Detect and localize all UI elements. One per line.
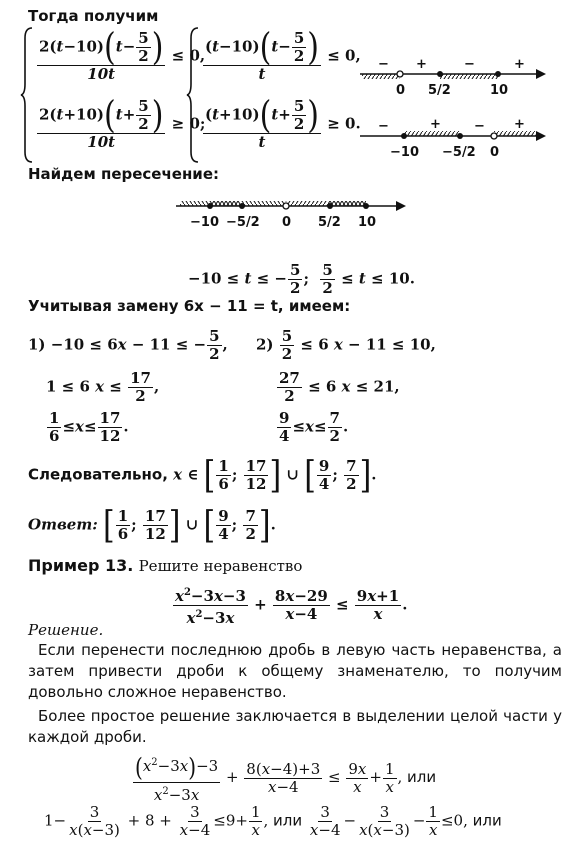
axis2-sign-1: − [378,119,389,134]
axis3-point-m5-2 [239,203,245,209]
paragraph-1: Если перенести последнюю дробь в левую часть неравенства, а затем привести дроби к общему знаменателю, то получим довольно сложное неравенство. [28,641,562,701]
axis1-label-0: 0 [396,83,406,98]
axis3-label-0: 0 [282,215,292,230]
result-line: −10 ≤ t ≤ − $\frac{5}{2}$ ; $\frac{5}{2}$ ≤ t ≤ 10. [188,261,415,297]
therefore-line: Следовательно, x ∈ [ $\frac{1}{6}$ ; $\frac{17}{12}$ ] ∪ [ $\frac{9}{4}$ ; $\frac{7}{2}$ ]. [28,453,377,497]
case2-line1: 2) $\frac{5}{2}$ ≤ 6 x − 11 ≤ 10, [256,327,436,363]
substitution-text [28,296,350,316]
inequality-system-2: (t−10)(t− $\frac{5}{2}$ ) t ≤ 0, (t+10)(t+ $\frac{5}{2}$ ) t ≥ 0. [186,26,346,164]
axis1-sign-2: + [416,57,427,72]
example-inequality: $\frac{x^2-3x-3}{x^2-3x}$ + $\frac{8x-29}{x-4}$ ≤ $\frac{9x+1}{x}$ . [172,584,407,627]
axis1-sign-4: + [514,57,525,72]
case1-line3: $\frac{1}{6}$ ≤x≤ $\frac{17}{12}$ . [49,409,129,445]
axis1-sign-1: − [378,57,389,72]
case2-line3: $\frac{9}{4}$ ≤x≤ $\frac{7}{2}$ . [279,409,349,445]
intro-text: Тогда получим [28,7,159,25]
system-brace-1 [20,26,34,164]
axis1-label-10: 10 [490,83,509,98]
axis2-label-m10: −10 [390,145,419,160]
number-axis-1 [358,52,548,100]
axis2-point-m10 [401,133,407,139]
equation-1: $\frac{(x^2-3x)-3}{x^2-3x}$ + $\frac{8(x-4)+3}{x-4}$ ≤ $\frac{9x}{x}$ + $\frac{1}{x}$ , или [135,752,437,804]
case2-line2: $\frac{27}{2}$ ≤ 6 x ≤ 21, [279,369,400,405]
axis1-sign-3: − [464,57,475,72]
system-brace-2 [186,26,200,164]
paragraph-2: Более простое решение заключается в выделении целой части у каждой дроби. [28,707,562,746]
axis3-point-10 [363,203,369,209]
find-intersection-text: Найдем пересечение: [28,165,219,183]
axis3-point-m10 [207,203,213,209]
answer-line: Ответ: [ $\frac{1}{6}$ ; $\frac{17}{12}$ ] ∪ [ $\frac{9}{4}$ ; $\frac{7}{2}$ ]. [28,503,276,547]
number-axis-3 [172,192,412,236]
axis3-label-10: 10 [358,215,377,230]
axis1-point-0 [397,71,403,77]
axis1-label-5-2: 5/2 [428,83,451,98]
axis3-point-0 [283,203,289,209]
example-heading [28,556,302,576]
axis2-point-m5-2 [457,133,463,139]
axis3-label-5-2: 5/2 [318,215,341,230]
axis2-sign-3: − [474,119,485,134]
example-title: Пример 13. [28,556,134,575]
axis2-sign-4: + [514,117,525,132]
substitution-data: Учитывая замену 6x − 11 = t, имеем: [28,297,351,315]
axis3-point-5-2 [327,203,333,209]
axis2-arrow [536,131,546,141]
axis3-label-m5-2: −5/2 [226,215,260,230]
axis3-arrow [396,201,406,211]
case1-line1: 1) −10 ≤ 6x − 11 ≤ − $\frac{5}{2}$ , [28,327,228,363]
answer-label: Ответ: [28,515,98,534]
number-axis-2 [358,114,548,162]
axis3-label-m10: −10 [190,215,219,230]
axis2-point-0 [491,133,497,139]
axis2-sign-2: + [430,117,441,132]
axis1-arrow [536,69,546,79]
case1-line2: 1 ≤ 6 x ≤ $\frac{17}{2}$ , [46,369,160,405]
axis2-label-0: 0 [490,145,500,160]
axis1-point-5-2 [437,71,443,77]
inequality-system-1: 2(t−10)(t− $\frac{5}{2}$ ) 10t ≤ 0, 2(t+10)(t+ $\frac{5}{2}$ ) 10t ≥ 0; [20,26,190,164]
solution-label: Решение. [28,621,104,639]
axis1-point-10 [495,71,501,77]
example-task: Решите неравенство [138,557,303,575]
axis2-label-m5-2: −5/2 [442,145,476,160]
equation-2: 1− $\frac{3}{x(x-3)}$ + 8 + $\frac{3}{x-4}$ ≤9+ $\frac{1}{x}$ , или $\frac{3}{x-4}$ − $\frac{3}{x(x-3)}$ − $\frac{1}{x}$ ≤0, или [44,803,502,839]
